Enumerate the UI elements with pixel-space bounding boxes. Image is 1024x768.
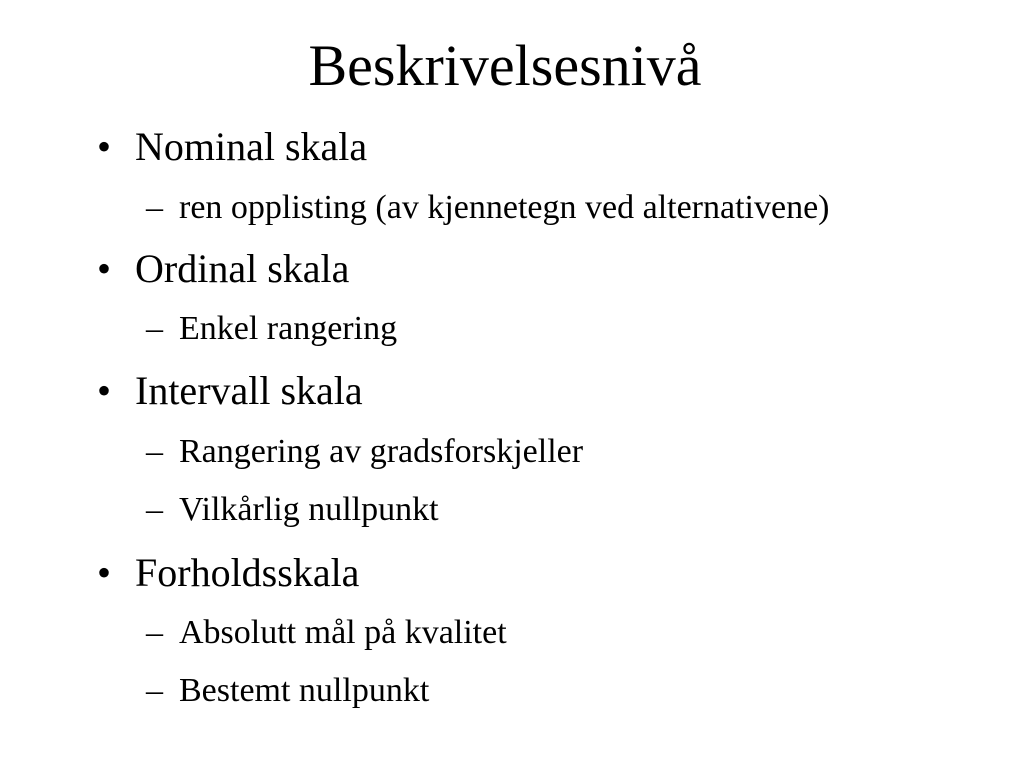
sub-item: [146, 613, 507, 653]
sub-item-label: Absolutt mål på kvalitet: [179, 614, 507, 651]
bullet-icon: •: [97, 124, 112, 169]
sub-item: [146, 671, 429, 711]
bullet-item-label: Forholdsskala: [135, 550, 360, 595]
bullet-icon: •: [97, 246, 112, 291]
bullet-item-forhold: [97, 550, 359, 596]
sub-item-label: Rangering av gradsforskjeller: [179, 433, 584, 470]
sub-item-label: Vilkårlig nullpunkt: [179, 491, 439, 528]
bullet-item-intervall: [97, 368, 363, 414]
bullet-icon: •: [97, 368, 112, 413]
sub-item-label: ren opplisting (av kjennetegn ved alternativene): [179, 189, 830, 226]
bullet-item-ordinal: [97, 246, 349, 292]
sub-item: [146, 309, 397, 349]
sub-item: [146, 188, 829, 228]
dash-icon: –: [146, 672, 163, 709]
dash-icon: –: [146, 189, 163, 226]
sub-item: [146, 490, 439, 530]
sub-item-label: Enkel rangering: [179, 310, 398, 347]
bullet-icon: •: [97, 550, 112, 595]
bullet-item-label: Ordinal skala: [135, 246, 350, 291]
sub-item: [146, 432, 583, 472]
bullet-item-label: Intervall skala: [135, 368, 363, 413]
dash-icon: –: [146, 433, 163, 470]
bullet-item-label: Nominal skala: [135, 124, 368, 169]
sub-item-label: Bestemt nullpunkt: [179, 672, 430, 709]
dash-icon: –: [146, 310, 163, 347]
dash-icon: –: [146, 491, 163, 528]
dash-icon: –: [146, 614, 163, 651]
bullet-item-nominal: [97, 124, 367, 170]
slide-title: Beskrivelsesnivå: [308, 33, 702, 98]
